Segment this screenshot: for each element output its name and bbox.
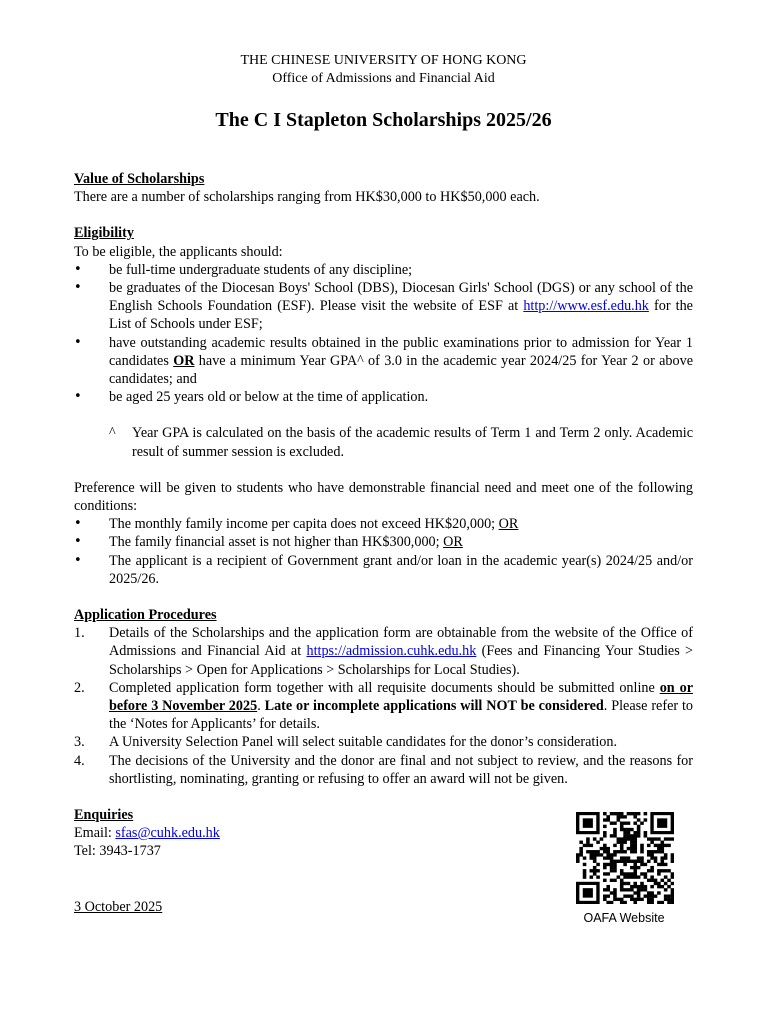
list-item: • The applicant is a recipient of Government grant and/or loan in the academic year(s) 2024/25 and/or 2025/26.: [74, 552, 693, 587]
eligibility-intro: To be eligible, the applicants should:: [74, 243, 283, 260]
qr-code-icon[interactable]: [576, 812, 674, 909]
eligibility-list: [74, 261, 693, 407]
qr-caption: OAFA Website: [583, 911, 665, 925]
tel-line: Tel: 3943-1737: [74, 843, 161, 860]
list-item: • be aged 25 years old or below at the time of application.: [74, 389, 429, 406]
email-link[interactable]: sfas@cuhk.edu.hk: [115, 825, 220, 842]
value-text: There are a number of scholarships ranging from HK$30,000 to HK$50,000 each.: [74, 189, 540, 206]
document-date: 3 October 2025: [74, 899, 163, 915]
list-item: 2. Completed application form together with all requisite documents should be submitted online on or before 3 November 2025. Late or incomplete applications will NOT be considered. Please refer to the ‘Notes for Applicants’ for details.: [74, 679, 693, 733]
esf-link[interactable]: http://www.esf.edu.hk: [523, 298, 649, 315]
list-item: 3. A University Selection Panel will select suitable candidates for the donor’s consideration.: [74, 734, 617, 751]
email-line: Email: sfas@cuhk.edu.hk: [74, 825, 220, 842]
bullet-icon: •: [74, 280, 82, 296]
bullet-icon: •: [74, 534, 82, 550]
bullet-icon: •: [74, 261, 82, 277]
list-item: • The family financial asset is not higher than HK$300,000; OR: [74, 534, 463, 551]
late-warning: Late or incomplete applications will NOT be considered: [264, 698, 604, 715]
preference-list: [74, 515, 693, 588]
caret-mark: ^: [109, 425, 116, 442]
document-body: [74, 52, 693, 788]
procedures-list: [74, 624, 693, 788]
enquiries-block: [74, 806, 220, 861]
bullet-icon: •: [74, 389, 82, 405]
list-item: • have outstanding academic results obtained in the public examinations prior to admission for Year 1 candidates OR have a minimum Year GPA^ of 3.0 in the academic year 2024/25 for Year 2 or above candidates; and: [74, 334, 693, 388]
list-item: • be graduates of the Diocesan Boys' School (DBS), Diocesan Girls' School (DGS) or any school of the English Schools Foundation (ESF). Please visit the website of ESF at http://www.esf.edu.hk for the List of Schools under ESF;: [74, 280, 693, 333]
preference-intro: Preference will be given to students who have demonstrable financial need and meet one of the following conditions:: [74, 479, 693, 515]
admission-link[interactable]: https://admission.cuhk.edu.hk: [306, 643, 477, 660]
deadline: on or before 3 November 2025: [109, 679, 693, 715]
university-name: THE CHINESE UNIVERSITY OF HONG KONG: [240, 53, 527, 68]
document-title: The C I Stapleton Scholarships 2025/26: [215, 109, 552, 131]
qr-code-graphic: [576, 812, 674, 904]
list-item: • be full-time undergraduate students of any discipline;: [74, 261, 413, 278]
bullet-icon: •: [74, 552, 82, 568]
eligibility-heading: Eligibility: [74, 225, 134, 242]
bullet-icon: •: [74, 334, 82, 350]
enquiries-heading: Enquiries: [74, 807, 134, 823]
gpa-note: ^ Year GPA is calculated on the basis of the academic results of Term 1 and Term 2 only. Academic result of summer session is excluded.: [109, 425, 693, 460]
bullet-icon: •: [74, 516, 82, 532]
procedures-heading: Application Procedures: [74, 607, 217, 624]
list-item: 4. The decisions of the University and the donor are final and not subject to review, and the reasons for shortlisting, nominating, granting or refusing to offer an award will not be given.: [74, 752, 693, 787]
value-heading: Value of Scholarships: [74, 171, 205, 187]
office-name: Office of Admissions and Financial Aid: [272, 71, 495, 86]
list-item: 1. Details of the Scholarships and the application form are obtainable from the website of the Office of Admissions and Financial Aid at https://admission.cuhk.edu.hk (Fees and Financing Your Studies > Scholarships > Open for Applications > Scholarships for Local Studies).: [74, 625, 693, 678]
or-emphasis: OR: [173, 352, 195, 369]
list-item: • The monthly family income per capita does not exceed HK$20,000; OR: [74, 516, 519, 533]
